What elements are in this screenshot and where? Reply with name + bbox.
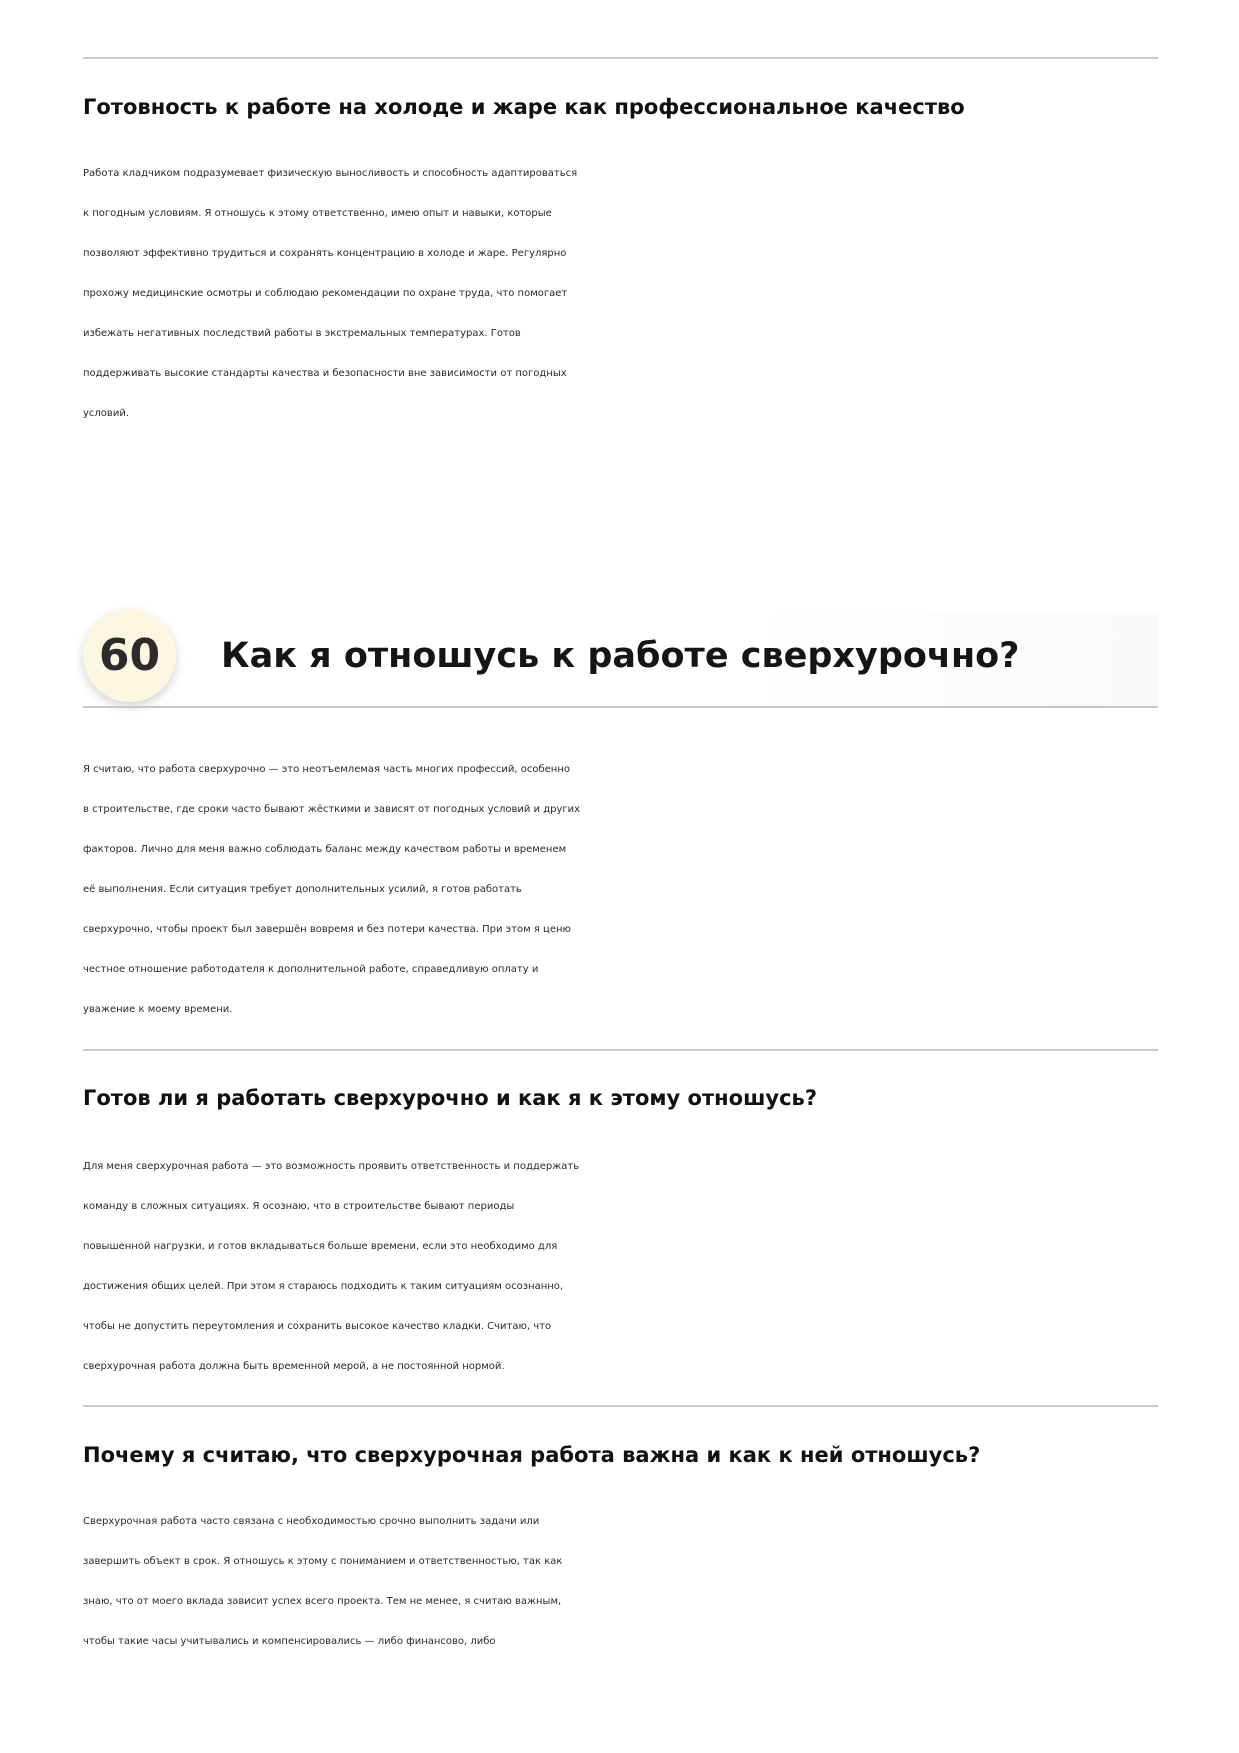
variant-subhead: Готов ли я работать сверхурочно и как я к этому отношусь? <box>83 1086 817 1110</box>
paragraph-line: в строительстве, где сроки часто бывают жёсткими и зависят от погодных условий и других <box>83 804 581 815</box>
paragraph-line: знаю, что от моего вклада зависит успех всего проекта. Тем не менее, я считаю важным, <box>83 1596 562 1607</box>
paragraph-line: её выполнения. Если ситуация требует дополнительных усилий, я готов работать <box>83 884 522 895</box>
paragraph-line: чтобы не допустить переутомления и сохранить высокое качество кладки. Считаю, что <box>83 1321 552 1332</box>
paragraph-line: завершить объект в срок. Я отношусь к этому с пониманием и ответственностью, так как <box>83 1556 563 1567</box>
paragraph-line: Я считаю, что работа сверхурочно — это неотъемлемая часть многих профессий, особенно <box>83 764 571 775</box>
divider <box>83 57 1158 59</box>
paragraph-line: честное отношение работодателя к дополнительной работе, справедливую оплату и <box>83 964 539 975</box>
question-header <box>83 604 1158 714</box>
paragraph-line: достижения общих целей. При этом я стараюсь подходить к таким ситуациям осознанно, <box>83 1281 564 1292</box>
paragraph-line: позволяют эффективно трудиться и сохранять концентрацию в холоде и жаре. Регулярно <box>83 248 567 259</box>
variant-paragraph <box>83 1147 1173 1387</box>
paragraph-line: сверхурочная работа должна быть временной мерой, а не постоянной нормой. <box>83 1361 505 1372</box>
section-paragraph <box>83 154 1173 434</box>
paragraph-line: повышенной нагрузки, и готов вкладываться больше времени, если это необходимо для <box>83 1241 558 1252</box>
paragraph-line: уважение к моему времени. <box>83 1004 233 1015</box>
variant-paragraph <box>83 1502 1173 1662</box>
section-subhead: Готовность к работе на холоде и жаре как профессиональное качество <box>83 95 965 119</box>
paragraph-line: факторов. Лично для меня важно соблюдать баланс между качеством работы и временем <box>83 844 567 855</box>
answer-paragraph <box>83 750 1173 1030</box>
divider <box>83 1049 1158 1051</box>
paragraph-line: к погодным условиям. Я отношусь к этому ответственно, имею опыт и навыки, которые <box>83 208 552 219</box>
paragraph-line: чтобы такие часы учитывались и компенсировались — либо финансово, либо <box>83 1636 496 1647</box>
paragraph-line: Для меня сверхурочная работа — это возможность проявить ответственность и поддержать <box>83 1161 580 1172</box>
paragraph-line: условий. <box>83 408 129 419</box>
paragraph-line: избежать негативных последствий работы в экстремальных температурах. Готов <box>83 328 521 339</box>
paragraph-line: Работа кладчиком подразумевает физическую выносливость и способность адаптироваться <box>83 168 578 179</box>
divider <box>83 706 1158 708</box>
question-number-badge: 60 <box>83 609 176 702</box>
paragraph-line: Сверхурочная работа часто связана с необходимостью срочно выполнить задачи или <box>83 1516 540 1527</box>
paragraph-line: поддерживать высокие стандарты качества и безопасности вне зависимости от погодных <box>83 368 567 379</box>
divider <box>83 1405 1158 1407</box>
paragraph-line: прохожу медицинские осмотры и соблюдаю рекомендации по охране труда, что помогает <box>83 288 568 299</box>
question-title: Как я отношусь к работе сверхурочно? <box>221 636 1020 676</box>
variant-subhead: Почему я считаю, что сверхурочная работа важна и как к ней отношусь? <box>83 1443 981 1467</box>
paragraph-line: сверхурочно, чтобы проект был завершён вовремя и без потери качества. При этом я ценю <box>83 924 571 935</box>
paragraph-line: команду в сложных ситуациях. Я осознаю, что в строительстве бывают периоды <box>83 1201 515 1212</box>
